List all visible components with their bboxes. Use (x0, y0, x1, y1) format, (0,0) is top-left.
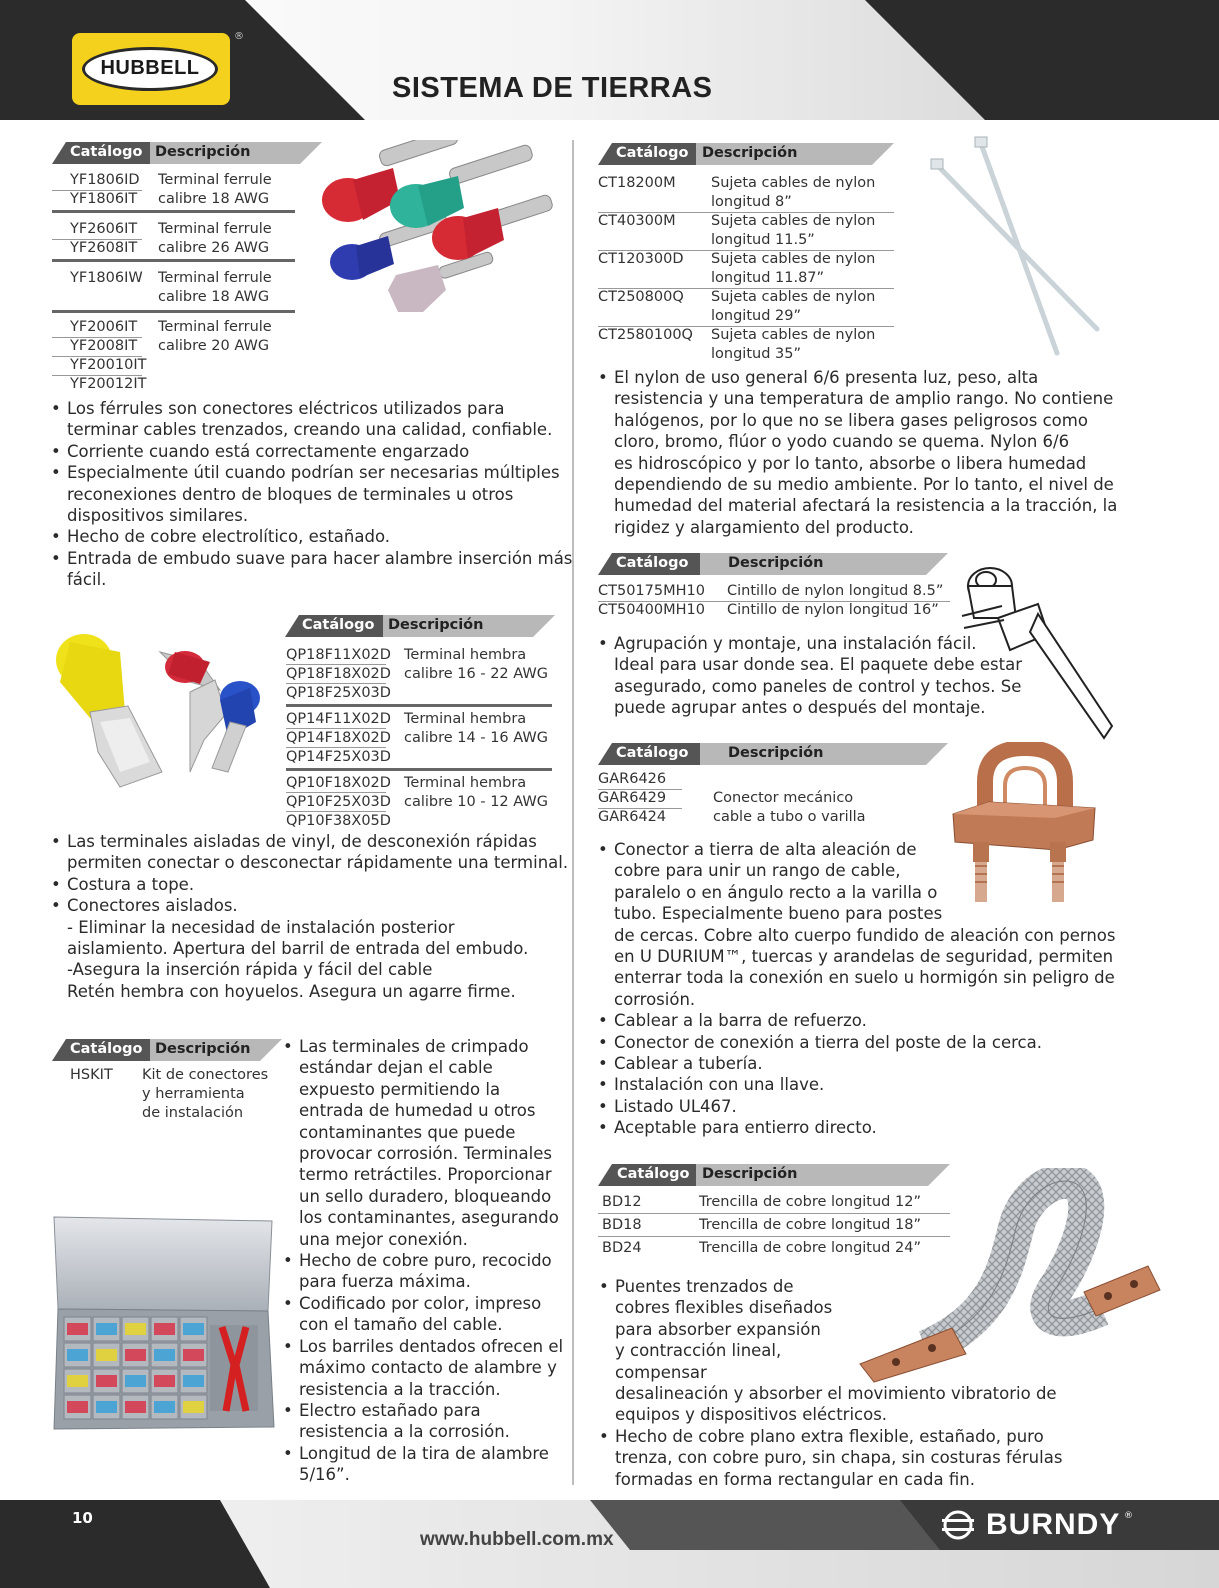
catalog-code: CT2580100Q (598, 327, 693, 343)
catalog-header: Catálogo (616, 145, 689, 161)
description-header: Descripción (702, 145, 798, 161)
description-text: Terminal ferrule (158, 221, 272, 237)
ferrule-bullets: • Los férrules son conectores eléctricos utilizados para terminar cables trenzados, creando una calidad, confiable. • Corriente cuando está correctamente engarzado • Especialmente útil cuando podrían ser necesarias múltiples reconexiones dentro de bloques de terminales u otros dispositivos similares. • Hecho de cobre electrolítico, estañado. • Entrada de embudo suave para hacer alambre inserción más fácil. (51, 398, 572, 591)
ferrule-table-header (52, 142, 322, 164)
description-text: Sujeta cables de nylon (711, 289, 876, 305)
catalog-code: YF1806IT (70, 191, 138, 207)
catalog-code: GAR6426 (598, 771, 667, 787)
description-text: Terminal hembra (404, 775, 527, 791)
catalog-code: QP10F25X03D (286, 794, 391, 810)
description-header: Descripción (702, 1166, 798, 1182)
description-text: calibre 10 - 12 AWG (404, 794, 548, 810)
description-text: calibre 20 AWG (158, 338, 270, 354)
description-text: y herramienta (142, 1086, 245, 1102)
mount-ties-table-header (598, 553, 948, 575)
website-link[interactable]: www.hubbell.com.mx (420, 1529, 614, 1550)
catalog-code: BD24 (602, 1240, 642, 1256)
description-text: Terminal ferrule (158, 270, 272, 286)
hubbell-logo: HUBBELL (72, 33, 230, 105)
description-header: Descripción (155, 1041, 251, 1057)
description-text: calibre 16 - 22 AWG (404, 666, 548, 682)
burndy-registered-mark: ® (1124, 1511, 1133, 1521)
mount-ties-bullets: • Agrupación y montaje, una instalación fácil. Ideal para usar donde sea. El paquete debe estar asegurado, como paneles de control y techos. Se puede agrupar antes o después del montaje. (598, 633, 1022, 719)
catalog-code: QP18F11X02D (286, 647, 391, 663)
description-text: longitud 11.87” (711, 270, 825, 286)
description-text: longitud 8” (711, 194, 792, 210)
catalog-code: YF2606IT (70, 221, 138, 237)
description-text: Sujeta cables de nylon (711, 251, 876, 267)
description-text: de instalación (142, 1105, 244, 1121)
description-text: Terminal ferrule (158, 319, 272, 335)
catalog-code: CT120300D (598, 251, 684, 267)
catalog-code: CT50175MH10 (598, 583, 705, 599)
catalog-code: CT18200M (598, 175, 676, 191)
catalog-code: BD12 (602, 1194, 642, 1210)
description-text: calibre 14 - 16 AWG (404, 730, 548, 746)
catalog-code: YF1806IW (70, 270, 143, 286)
description-text: Sujeta cables de nylon (711, 175, 876, 191)
description-header: Descripción (728, 555, 824, 571)
catalog-code: QP10F18X02D (286, 775, 391, 791)
column-divider (572, 140, 574, 1485)
female-table-header (285, 615, 555, 637)
description-text: Sujeta cables de nylon (711, 213, 876, 229)
description-text: Terminal hembra (404, 647, 527, 663)
female-terminals-image (50, 622, 280, 794)
description-text: Sujeta cables de nylon (711, 327, 876, 343)
catalog-code: CT40300M (598, 213, 676, 229)
catalog-code: YF1806ID (70, 172, 140, 188)
ties-table-header (598, 143, 894, 165)
description-text: Terminal hembra (404, 711, 527, 727)
kit-table-header (52, 1039, 282, 1061)
catalog-header: Catálogo (616, 745, 689, 761)
catalog-code: GAR6424 (598, 809, 667, 825)
description-text: calibre 26 AWG (158, 240, 270, 256)
page-header (0, 0, 1219, 120)
clamp-table-header (598, 743, 948, 765)
ferrule-terminals-image (318, 140, 558, 320)
description-header: Descripción (388, 617, 484, 633)
kit-bullets: • Las terminales de crimpado estándar dejan el cable expuesto permitiendo la entrada de humedad u otros contaminantes que puede provocar corrosión. Terminales termo retráctiles. Proporcionar un sello duradero, bloqueando los contaminantes, asegurando una mejor conexión. • Hecho de cobre puro, recocido para fuerza máxima. • Codificado por color, impreso con el tamaño del cable. • Los barriles dentados ofrecen el máximo contacto de alambre y resistencia a la tracción. • Electro estañado para resistencia a la corrosión. • Longitud de la tira de alambre 5/16”. (283, 1036, 563, 1486)
description-header: Descripción (155, 144, 251, 160)
catalog-code: YF2608IT (70, 240, 138, 256)
kit-box-image (50, 1215, 276, 1435)
burndy-logo-icon (940, 1509, 980, 1541)
catalog-header: Catálogo (616, 555, 689, 571)
clamp-bullets: • Conector a tierra de alta aleación de cobre para unir un rango de cable, paralelo o en ángulo recto a la varilla o tubo. Especialmente bueno para postes de cercas. Cobre alto cuerpo fundido de aleación con pernos en U DURIUM™, tuercas y arandelas de seguridad, permiten enterrar toda la conexión en suelo u hormigón sin peligro de corrosión. • Cablear a la barra de refuerzo. • Conector de conexión a tierra del poste de la cerca. • Cablear a tubería. • Instalación con una llave. • Listado UL467. • Aceptable para entierro directo. (598, 839, 1116, 1139)
catalog-code: GAR6429 (598, 790, 667, 806)
description-text: Cintillo de nylon longitud 16” (727, 602, 939, 618)
catalog-code: QP14F18X02D (286, 730, 391, 746)
catalog-code: QP14F25X03D (286, 749, 391, 765)
catalog-code: YF20010IT (70, 357, 147, 373)
description-text: Trencilla de cobre longitud 12” (699, 1194, 921, 1210)
catalog-header: Catálogo (617, 1166, 690, 1182)
description-text: longitud 11.5” (711, 232, 815, 248)
catalog-code: QP18F18X02D (286, 666, 391, 682)
burndy-logo: BURNDY (986, 1508, 1121, 1541)
description-text: Cintillo de nylon longitud 8.5” (727, 583, 944, 599)
catalog-code: QP14F11X02D (286, 711, 391, 727)
braid-bullets: • Puentes trenzados de cobres flexibles diseñados para absorber expansión y contracción lineal, compensar desalineación y absorber el movimiento vibratorio de equipos y dispositivos eléctricos. • Hecho de cobre plano extra flexible, estañado, puro trenza, con cobre puro, sin chapa, sin costuras férulas formadas en forma rectangular en cada fin. (599, 1276, 1062, 1490)
description-text: Conector mecánico (713, 790, 854, 806)
page-title: SISTEMA DE TIERRAS (392, 72, 713, 104)
description-text: calibre 18 AWG (158, 191, 270, 207)
catalog-code: QP10F38X05D (286, 813, 391, 829)
description-text: Trencilla de cobre longitud 18” (699, 1217, 921, 1233)
description-header: Descripción (728, 745, 824, 761)
ties-bullets: • El nylon de uso general 6/6 presenta luz, peso, alta resistencia y una temperatura de amplio rango. No contiene halógenos, por lo que no se libera gases peligrosos como cloro, bromo, flúor o yodo cuando se quema. Nylon 6/6 es hidroscópico y por lo tanto, absorbe o libera humedad dependiendo de su medio ambiente. Por lo tanto, el nivel de humedad del material afectará la resistencia a la tracción, la rigidez y alargamiento del producto. (598, 367, 1117, 538)
catalog-code: CT50400MH10 (598, 602, 705, 618)
catalog-code: HSKIT (70, 1067, 113, 1083)
catalog-code: CT250800Q (598, 289, 684, 305)
page-number: 10 (72, 1509, 93, 1527)
description-text: calibre 18 AWG (158, 289, 270, 305)
description-text: longitud 29” (711, 308, 801, 324)
description-text: longitud 35” (711, 346, 801, 362)
cable-ties-image (925, 135, 1110, 360)
catalog-header: Catálogo (70, 1041, 143, 1057)
description-text: Trencilla de cobre longitud 24” (699, 1240, 921, 1256)
catalog-code: YF2006IT (70, 319, 138, 335)
description-text: Terminal ferrule (158, 172, 272, 188)
catalog-code: BD18 (602, 1217, 642, 1233)
catalog-code: QP18F25X03D (286, 685, 391, 701)
description-text: Kit de conectores (142, 1067, 269, 1083)
catalog-header: Catálogo (302, 617, 375, 633)
logo-registered-mark: ® (234, 31, 244, 42)
catalog-header: Catálogo (70, 144, 143, 160)
catalog-code: YF2008IT (70, 338, 138, 354)
description-text: cable a tubo o varilla (713, 809, 866, 825)
catalog-code: YF20012IT (70, 376, 147, 392)
female-terminal-bullets: • Las terminales aisladas de vinyl, de desconexión rápidas permiten conectar o desconectar rápidamente una terminal. • Costura a tope. • Conectores aislados. - Eliminar la necesidad de instalación posterior aislamiento. Apertura del barril de entrada del embudo. -Asegura la inserción rápida y fácil del cable Retén hembra con hoyuelos. Asegura un agarre firme. (51, 831, 568, 1002)
